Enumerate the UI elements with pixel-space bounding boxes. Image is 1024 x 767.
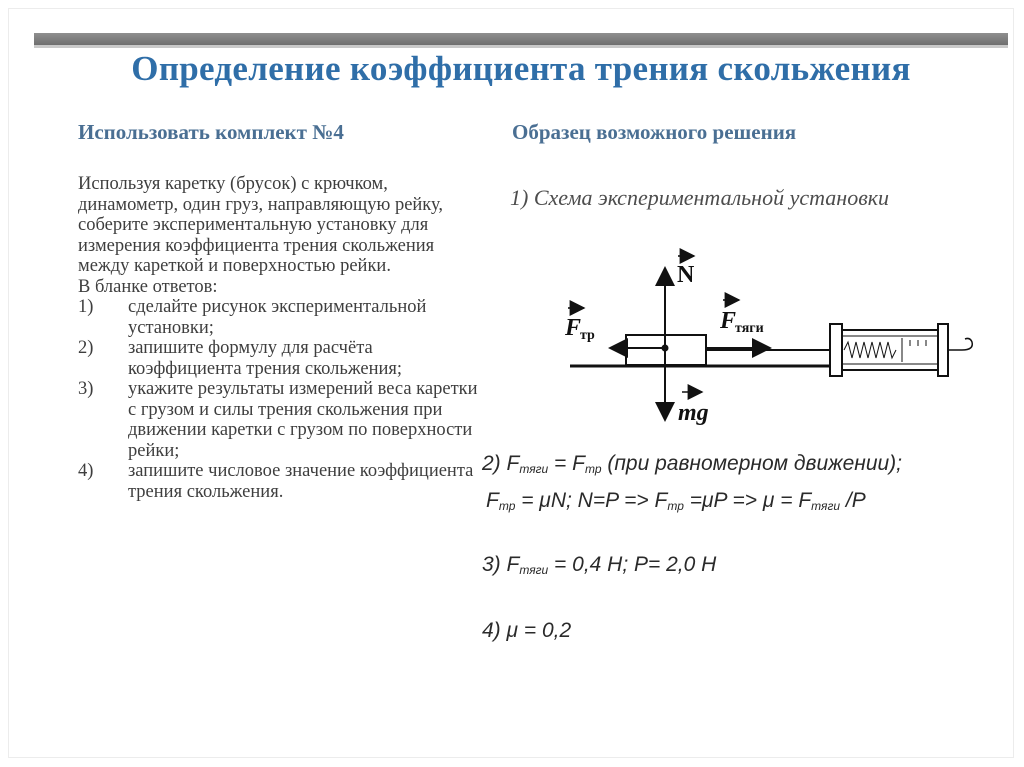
dynamometer: [830, 324, 972, 376]
task-text: [78, 174, 478, 502]
answer-2-line-1: 2) $F_{тяги} = F_{тр}$ (при равномерном движении);: [482, 452, 903, 476]
hook-icon: [962, 338, 972, 350]
slide-title: Определение коэффициента трения скольжения: [131, 49, 911, 88]
label-mg: mg: [678, 400, 709, 426]
label-F-friction: F: [565, 315, 582, 341]
answer-4: 4) μ = 0,2: [482, 619, 572, 642]
task-item-text: запишите числовое значение коэффициента трения скольжения.: [128, 461, 474, 502]
task-item: [78, 379, 478, 461]
center-of-mass-dot: [662, 345, 669, 352]
task-item-text: укажите результаты измерений веса каретки с грузом и силы трения скольжения при движении каретки с грузом по поверхности рейки;: [128, 379, 478, 461]
label-sub-tyagi: тяги: [735, 321, 764, 336]
task-item: [78, 461, 478, 502]
task-item-number: 4): [78, 461, 94, 481]
answer-3: 3) $F_{тяги} = 0,4$ Н; P= 2,0 Н: [482, 553, 717, 577]
task-item: [78, 338, 478, 379]
solution-heading: Образец возможного решения: [512, 120, 797, 144]
task-list: [78, 297, 478, 502]
title-bar-shadow: [34, 45, 1008, 48]
task-item-number: 1): [78, 297, 94, 317]
task-item-text: запишите формулу для расчёта коэффициента трения скольжения;: [128, 338, 403, 379]
kit-heading: Использовать комплект №4: [78, 120, 344, 144]
task-item-text: сделайте рисунок экспериментальной установки;: [128, 297, 427, 338]
title-bar-decoration: [34, 33, 1008, 45]
label-F-traction: F: [720, 308, 737, 334]
answer-2-line-2: $F_{тр} = \mu N$; $N=P => F_{тр} =\mu P => \mu = F_{тяги}$ /P: [486, 489, 866, 513]
task-item-number: 3): [78, 379, 94, 399]
setup-diagram: [560, 240, 990, 430]
label-sub-tr: тр: [580, 328, 595, 343]
task-intro: Используя каретку (брусок) с крючком, динамометр, один груз, направляющую рейку, соберите экспериментальную установку для измерения коэффициента трения скольжения между кареткой и поверхностью рейки.: [78, 174, 444, 276]
scheme-heading: 1) Схема экспериментальной установки: [510, 185, 890, 210]
task-item-number: 2): [78, 338, 94, 358]
label-N: N: [677, 262, 695, 288]
task-item: [78, 297, 478, 338]
task-blank-label: В бланке ответов:: [78, 276, 218, 297]
